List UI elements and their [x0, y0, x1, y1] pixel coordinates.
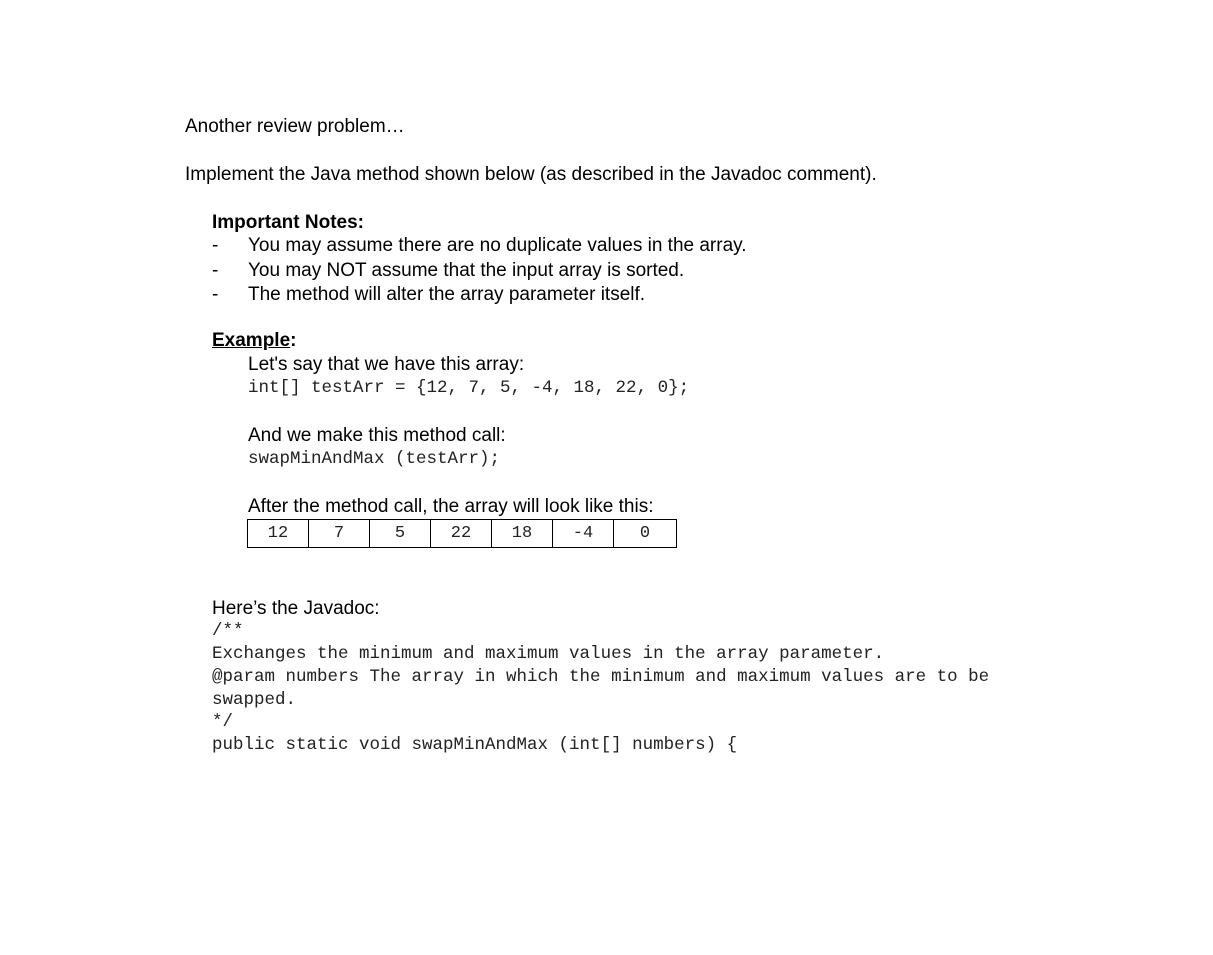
example-code-array: int[] testArr = {12, 7, 5, -4, 18, 22, 0};: [248, 378, 690, 398]
array-cell: 22: [431, 520, 492, 547]
javadoc-line: swapped.: [212, 690, 297, 710]
example-title-colon: :: [290, 330, 297, 351]
instruction-text: Implement the Java method shown below (as described in the Javadoc comment).: [185, 164, 877, 185]
example-line-1: Let's say that we have this array:: [248, 354, 525, 375]
array-cell: 0: [639, 524, 651, 543]
array-cell: 18: [492, 520, 553, 547]
note-item: You may NOT assume that the input array is sorted.: [248, 260, 685, 281]
javadoc-line: Exchanges the minimum and maximum values in the array parameter.: [212, 644, 885, 664]
method-signature: public static void swapMinAndMax (int[] numbers) {: [212, 735, 738, 755]
array-cell: 5: [370, 520, 431, 547]
notes-title: Important Notes:: [212, 212, 364, 233]
bullet-dash: -: [212, 260, 219, 281]
example-line-3: After the method call, the array will look like this:: [248, 496, 654, 517]
array-cell: -4: [553, 520, 614, 547]
result-array-table: [247, 519, 677, 548]
note-item: The method will alter the array parameter itself.: [248, 284, 646, 305]
bullet-dash: -: [212, 284, 219, 305]
note-item: You may assume there are no duplicate values in the array.: [248, 235, 747, 256]
array-cell: 12: [248, 520, 309, 547]
array-cell: 7: [309, 520, 370, 547]
javadoc-intro: Here’s the Javadoc:: [212, 598, 380, 619]
example-title-text: Example: [212, 330, 291, 351]
bullet-dash: -: [212, 235, 219, 256]
javadoc-line: */: [212, 712, 234, 732]
intro-heading: Another review problem…: [185, 116, 405, 137]
example-line-2: And we make this method call:: [248, 425, 506, 446]
javadoc-line: @param numbers The array in which the minimum and maximum values are to be: [212, 667, 990, 687]
example-title: [212, 330, 296, 352]
javadoc-line: /**: [212, 621, 244, 641]
example-code-call: swapMinAndMax (testArr);: [248, 449, 501, 469]
